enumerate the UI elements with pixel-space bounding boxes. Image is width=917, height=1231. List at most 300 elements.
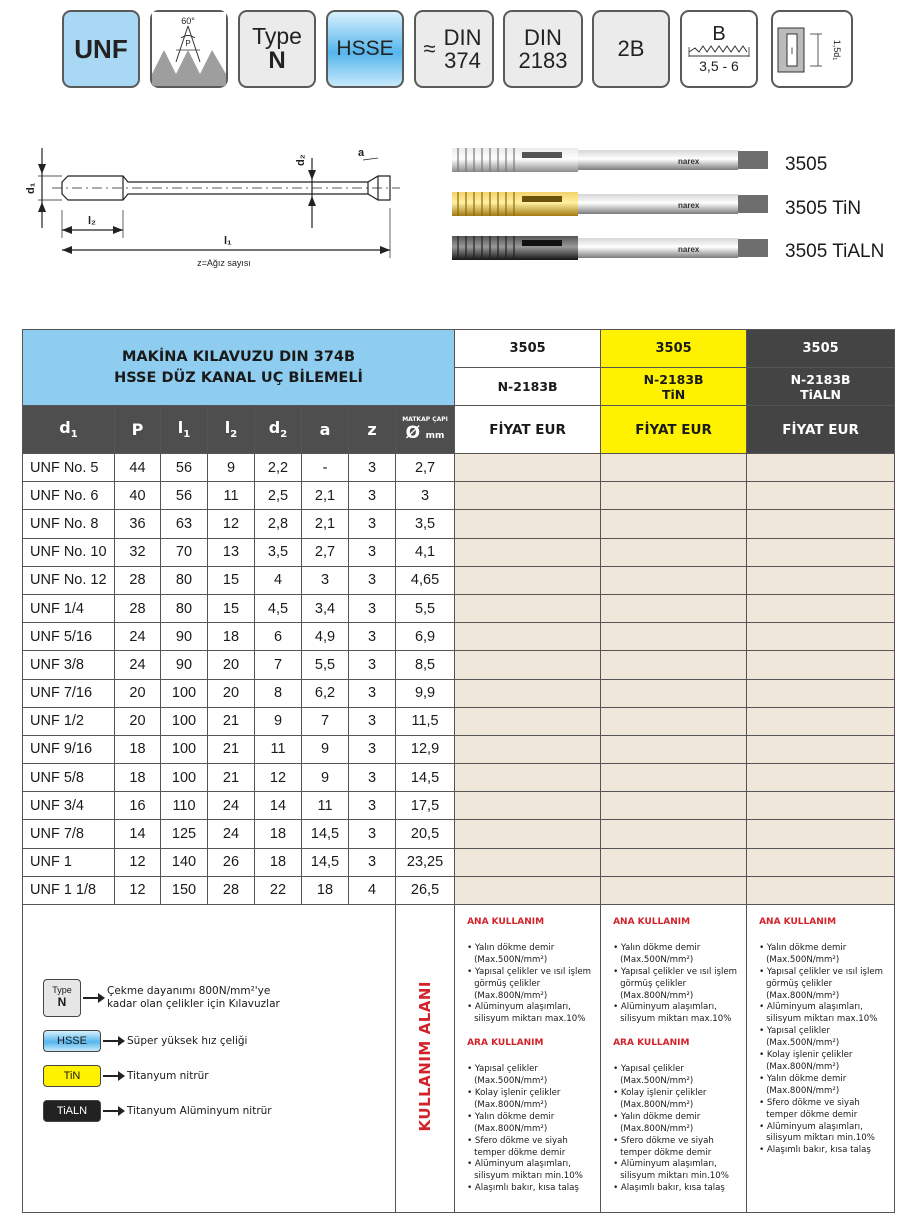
cell-pitch: 24 <box>115 623 161 651</box>
cell-drill: 4,65 <box>396 566 455 594</box>
brand-label-1: narex <box>678 157 700 166</box>
cell-pitch: 44 <box>115 454 161 482</box>
price-cell-3505 <box>455 792 601 820</box>
thread-pitch-text: P <box>185 39 191 48</box>
cell-pitch: 28 <box>115 566 161 594</box>
product-code-3505: 3505 <box>455 330 601 368</box>
price-cell-tin <box>601 594 747 622</box>
price-cell-tialn <box>747 594 895 622</box>
price-cell-3505 <box>455 482 601 510</box>
price-cell-3505 <box>455 651 601 679</box>
arrow-right-icon <box>83 993 105 1003</box>
usage-item: • Sfero dökme ve siyah temper dökme demir <box>613 1136 742 1160</box>
price-cell-3505 <box>455 848 601 876</box>
table-row <box>23 651 895 679</box>
legend-tin-text: Titanyum nitrür <box>127 1069 209 1082</box>
cell-pitch: 32 <box>115 538 161 566</box>
cell-l1: 125 <box>161 820 208 848</box>
usage-secondary-title: ARA KULLANIM <box>613 1038 690 1049</box>
cell-d2: 7 <box>255 651 302 679</box>
usage-item: • Alüminyum alaşımları, silisyum miktarı max.10% <box>613 1002 742 1026</box>
cell-l2: 9 <box>208 454 255 482</box>
legend-type <box>43 979 403 1017</box>
badge-unf <box>62 10 140 88</box>
usage-item: • Alaşımlı bakır, kısa talaş <box>467 1183 596 1195</box>
usage-item: • Kolay işlenir çelikler (Max.800N/mm²) <box>467 1088 596 1112</box>
cell-z: 3 <box>349 764 396 792</box>
depth-symbol-text: l <box>791 46 793 56</box>
price-cell-3505 <box>455 735 601 763</box>
price-cell-tialn <box>747 876 895 904</box>
cell-drill: 23,25 <box>396 848 455 876</box>
usage-primary-list <box>613 943 742 1026</box>
usage-item: • Alüminyum alaşımları, silisyum miktarı max.10% <box>759 1002 890 1026</box>
cell-d2: 8 <box>255 679 302 707</box>
cell-l1: 63 <box>161 510 208 538</box>
cell-size: UNF No. 5 <box>23 454 115 482</box>
table-title <box>23 330 455 406</box>
cell-a: 2,7 <box>302 538 349 566</box>
table-row <box>23 707 895 735</box>
cell-d2: 2,5 <box>255 482 302 510</box>
cell-z: 3 <box>349 594 396 622</box>
table-row <box>23 623 895 651</box>
cell-size: UNF 1/2 <box>23 707 115 735</box>
product-sub-tialn-line1: N-2183B <box>790 371 851 387</box>
legend-tialn <box>43 1100 403 1122</box>
cell-drill: 4,1 <box>396 538 455 566</box>
table-row <box>23 848 895 876</box>
badge-din2183-line2: 2183 <box>518 48 568 73</box>
cell-size: UNF 9/16 <box>23 735 115 763</box>
legend-tialn-box: TiALN <box>43 1100 101 1122</box>
cell-z: 3 <box>349 566 396 594</box>
cell-drill: 20,5 <box>396 820 455 848</box>
tap-technical-drawing <box>25 138 408 278</box>
table-row <box>23 538 895 566</box>
cell-pitch: 18 <box>115 764 161 792</box>
cell-size: UNF No. 8 <box>23 510 115 538</box>
cell-l2: 24 <box>208 792 255 820</box>
col-header-l1 <box>161 406 208 454</box>
cell-size: UNF 1/4 <box>23 594 115 622</box>
cell-a: 3 <box>302 566 349 594</box>
usage-item: • Yapısal çelikler (Max.500N/mm²) <box>613 1064 742 1088</box>
cell-z: 3 <box>349 510 396 538</box>
cell-d2: 4,5 <box>255 594 302 622</box>
cell-z: 3 <box>349 651 396 679</box>
legend-tin-box: TiN <box>43 1065 101 1087</box>
cell-l1: 150 <box>161 876 208 904</box>
feature-badges <box>62 10 878 88</box>
usage-col-tialn <box>747 905 895 1213</box>
chamfer-form-label: B <box>712 23 726 45</box>
price-cell-tin <box>601 482 747 510</box>
cell-pitch: 16 <box>115 792 161 820</box>
table-row <box>23 820 895 848</box>
badge-din2183-line1: DIN <box>524 24 562 50</box>
usage-item: • Kolay işlenir çelikler (Max.800N/mm²) <box>759 1050 890 1074</box>
price-cell-3505 <box>455 538 601 566</box>
cell-pitch: 20 <box>115 679 161 707</box>
col-l1-sub: 1 <box>183 429 191 441</box>
usage-item: • Yapısal çelikler ve ısıl işlem görmüş çelikler (Max.800N/mm²) <box>467 967 596 1003</box>
price-cell-3505 <box>455 510 601 538</box>
drawing-l2-label: l₂ <box>88 215 96 227</box>
cell-a: 14,5 <box>302 820 349 848</box>
col-header-pitch <box>115 406 161 454</box>
badge-type-value: N <box>268 47 286 75</box>
cell-pitch: 28 <box>115 594 161 622</box>
product-sub-3505 <box>455 368 601 406</box>
cell-size: UNF 7/8 <box>23 820 115 848</box>
cell-drill: 3,5 <box>396 510 455 538</box>
arrow-right-icon <box>103 1106 125 1116</box>
brand-label-3: narex <box>678 245 700 254</box>
tap-image-1 <box>452 148 768 172</box>
price-cell-tialn <box>747 510 895 538</box>
thread-profile-icon <box>152 12 226 86</box>
drawing-l1-label: l₁ <box>224 235 232 247</box>
thread-angle-text: 60° <box>181 16 195 26</box>
cell-l2: 12 <box>208 510 255 538</box>
price-cell-3505 <box>455 707 601 735</box>
usage-item: • Yalın dökme demir (Max.800N/mm²) <box>759 1074 890 1098</box>
usage-item: • Yapısal çelikler (Max.500N/mm²) <box>759 1026 890 1050</box>
tool-label-1: 3505 <box>785 154 828 175</box>
badge-chamfer <box>680 10 758 88</box>
price-cell-3505 <box>455 764 601 792</box>
price-cell-tin <box>601 538 747 566</box>
cell-drill: 11,5 <box>396 707 455 735</box>
legend-hsse-text: Süper yüksek hız çeliği <box>127 1034 248 1047</box>
approx-icon: ≈ <box>423 36 436 62</box>
cell-l1: 100 <box>161 735 208 763</box>
usage-secondary-list <box>467 1064 596 1195</box>
cell-a: 7 <box>302 707 349 735</box>
depth-text: 1,5d₁ <box>832 39 842 61</box>
price-cell-tin <box>601 820 747 848</box>
price-cell-tin <box>601 510 747 538</box>
price-cell-tialn <box>747 482 895 510</box>
price-cell-tin <box>601 848 747 876</box>
cell-drill: 14,5 <box>396 764 455 792</box>
cell-l1: 70 <box>161 538 208 566</box>
arrow-right-icon <box>103 1036 125 1046</box>
table-row <box>23 764 895 792</box>
badge-hsse <box>326 10 404 88</box>
price-cell-3505 <box>455 679 601 707</box>
cell-size: UNF 1 <box>23 848 115 876</box>
price-cell-tialn <box>747 707 895 735</box>
cell-z: 3 <box>349 623 396 651</box>
usage-item: • Kolay işlenir çelikler (Max.800N/mm²) <box>613 1088 742 1112</box>
legend-type-value: N <box>57 995 67 1010</box>
cell-l1: 140 <box>161 848 208 876</box>
badge-din2183 <box>503 10 583 88</box>
price-cell-tin <box>601 651 747 679</box>
cell-l2: 20 <box>208 651 255 679</box>
table-row <box>23 510 895 538</box>
usage-item: • Yalın dökme demir (Max.800N/mm²) <box>613 1112 742 1136</box>
usage-primary-title: ANA KULLANIM <box>613 917 691 927</box>
usage-secondary-title: ARA KULLANIM <box>467 1038 544 1049</box>
col-d2-main: d <box>268 418 281 438</box>
cell-d2: 12 <box>255 764 302 792</box>
cell-l1: 90 <box>161 651 208 679</box>
cell-l2: 15 <box>208 594 255 622</box>
legend-type-text: Çekme dayanımı 800N/mm²'ye kadar olan çelikler için Kılavuzlar <box>107 985 280 1010</box>
price-cell-3505 <box>455 566 601 594</box>
drawing-d2-label: d₂ <box>295 154 307 166</box>
cell-d2: 22 <box>255 876 302 904</box>
cell-d2: 2,2 <box>255 454 302 482</box>
cell-d2: 6 <box>255 623 302 651</box>
cell-z: 3 <box>349 679 396 707</box>
cell-a: 11 <box>302 792 349 820</box>
cell-z: 3 <box>349 735 396 763</box>
cell-d2: 14 <box>255 792 302 820</box>
usage-col-tin <box>601 905 747 1213</box>
product-table <box>22 329 895 1213</box>
cell-l1: 100 <box>161 764 208 792</box>
cell-l1: 90 <box>161 623 208 651</box>
cell-l2: 13 <box>208 538 255 566</box>
badge-type-label: Type <box>252 23 302 50</box>
cell-l2: 21 <box>208 735 255 763</box>
usage-primary-list <box>467 943 596 1026</box>
cell-a: 6,2 <box>302 679 349 707</box>
brand-label-2: narex <box>678 201 700 210</box>
badge-thread-depth <box>771 10 853 88</box>
table-row <box>23 566 895 594</box>
usage-item: • Alüminyum alaşımları, silisyum miktarı min.10% <box>467 1159 596 1183</box>
col-l2-main: l <box>224 418 231 438</box>
price-cell-3505 <box>455 820 601 848</box>
price-cell-3505 <box>455 876 601 904</box>
col-d1-main: d <box>59 418 71 438</box>
usage-primary-title: ANA KULLANIM <box>467 917 545 927</box>
cell-a: 5,5 <box>302 651 349 679</box>
col-header-d1 <box>23 406 115 454</box>
cell-l2: 21 <box>208 707 255 735</box>
cell-d2: 11 <box>255 735 302 763</box>
thread-depth-icon <box>774 14 850 84</box>
col-header-drill <box>396 406 455 454</box>
cell-z: 4 <box>349 876 396 904</box>
price-cell-tin <box>601 679 747 707</box>
cell-l2: 18 <box>208 623 255 651</box>
usage-item: • Yalın dökme demir (Max.500N/mm²) <box>613 943 742 967</box>
legend-hsse-box: HSSE <box>43 1030 101 1052</box>
table-row <box>23 482 895 510</box>
cell-drill: 3 <box>396 482 455 510</box>
cell-l2: 21 <box>208 764 255 792</box>
usage-item: • Alaşımlı bakır, kısa talaş <box>613 1183 742 1195</box>
product-code-3505-tin: 3505 <box>601 330 747 368</box>
product-sub-tialn-line2: TiALN <box>800 386 842 402</box>
col-l1-main: l <box>177 418 184 438</box>
table-row <box>23 454 895 482</box>
drawing-a-label: a <box>358 147 365 159</box>
legend-hsse <box>43 1030 403 1052</box>
table-row <box>23 792 895 820</box>
cell-z: 3 <box>349 792 396 820</box>
price-cell-tialn <box>747 735 895 763</box>
cell-a: 2,1 <box>302 482 349 510</box>
cell-d2: 2,8 <box>255 510 302 538</box>
col-d1-sub: 1 <box>70 429 78 441</box>
table-row <box>23 876 895 904</box>
badge-unf-label: UNF <box>74 33 128 64</box>
badge-din374-label: DIN 374 <box>443 24 482 73</box>
price-cell-tialn <box>747 792 895 820</box>
cell-pitch: 40 <box>115 482 161 510</box>
price-header-tialn: FİYAT EUR <box>747 406 895 454</box>
price-cell-tin <box>601 735 747 763</box>
cell-l2: 20 <box>208 679 255 707</box>
cell-size: UNF 3/4 <box>23 792 115 820</box>
drill-header-unit: mm <box>425 431 445 441</box>
price-cell-tialn <box>747 848 895 876</box>
cell-l1: 100 <box>161 679 208 707</box>
cell-drill: 12,9 <box>396 735 455 763</box>
usage-item: • Sfero dökme ve siyah temper dökme demir <box>759 1098 890 1122</box>
usage-primary-list <box>759 943 890 1157</box>
tap-image-2 <box>452 192 768 216</box>
cell-l2: 11 <box>208 482 255 510</box>
product-sub-tin-line2: TiN <box>661 386 686 402</box>
badge-din374 <box>414 10 494 88</box>
price-cell-tin <box>601 623 747 651</box>
usage-area-header <box>396 905 455 1213</box>
col-header-l2 <box>208 406 255 454</box>
cell-drill: 26,5 <box>396 876 455 904</box>
cell-z: 3 <box>349 454 396 482</box>
cell-d2: 4 <box>255 566 302 594</box>
col-z-main: z <box>367 420 377 439</box>
cell-z: 3 <box>349 707 396 735</box>
table-title-line1: MAKİNA KILAVUZU DIN 374B <box>122 348 356 365</box>
legend-type-box <box>43 979 81 1017</box>
product-sub-3505-tialn <box>747 368 895 406</box>
price-cell-3505 <box>455 623 601 651</box>
price-cell-tin <box>601 764 747 792</box>
cell-a: - <box>302 454 349 482</box>
price-header-tin: FİYAT EUR <box>601 406 747 454</box>
price-cell-tialn <box>747 454 895 482</box>
cell-d2: 18 <box>255 848 302 876</box>
legend-area <box>23 905 396 1213</box>
chamfer-thread-icon <box>687 44 751 58</box>
usage-item: • Alüminyum alaşımları, silisyum miktarı min.10% <box>759 1122 890 1146</box>
chamfer-range-label: 3,5 - 6 <box>699 58 739 74</box>
cell-size: UNF No. 10 <box>23 538 115 566</box>
usage-item: • Alüminyum alaşımları, silisyum miktarı max.10% <box>467 1002 596 1026</box>
usage-item: • Alüminyum alaşımları, silisyum miktarı min.10% <box>613 1159 742 1183</box>
cell-drill: 8,5 <box>396 651 455 679</box>
table-row <box>23 679 895 707</box>
cell-d2: 18 <box>255 820 302 848</box>
cell-z: 3 <box>349 482 396 510</box>
price-cell-tialn <box>747 651 895 679</box>
price-cell-3505 <box>455 454 601 482</box>
cell-a: 9 <box>302 764 349 792</box>
col-header-a <box>302 406 349 454</box>
usage-item: • Yalın dökme demir (Max.500N/mm²) <box>467 943 596 967</box>
cell-drill: 9,9 <box>396 679 455 707</box>
cell-pitch: 14 <box>115 820 161 848</box>
usage-item: • Alaşımlı bakır, kısa talaş <box>759 1145 890 1157</box>
cell-a: 14,5 <box>302 848 349 876</box>
arrow-right-icon <box>103 1071 125 1081</box>
cell-drill: 17,5 <box>396 792 455 820</box>
cell-l1: 80 <box>161 566 208 594</box>
usage-secondary-list <box>613 1064 742 1195</box>
product-sub-3505-tin <box>601 368 747 406</box>
tap-product-images <box>452 142 772 270</box>
price-cell-tin <box>601 454 747 482</box>
legend-tin <box>43 1065 403 1087</box>
col-header-d2 <box>255 406 302 454</box>
badge-type <box>238 10 316 88</box>
badge-thread-profile <box>150 10 228 88</box>
table-title-line2: HSSE DÜZ KANAL UÇ BİLEMELİ <box>114 369 363 386</box>
cell-drill: 5,5 <box>396 594 455 622</box>
cell-l1: 56 <box>161 482 208 510</box>
price-cell-tin <box>601 707 747 735</box>
tool-label-2: 3505 TiN <box>785 198 862 219</box>
cell-l2: 26 <box>208 848 255 876</box>
cell-z: 3 <box>349 538 396 566</box>
cell-a: 18 <box>302 876 349 904</box>
usage-col-3505 <box>455 905 601 1213</box>
cell-l1: 80 <box>161 594 208 622</box>
price-cell-3505 <box>455 594 601 622</box>
cell-pitch: 24 <box>115 651 161 679</box>
price-cell-tialn <box>747 820 895 848</box>
usage-area-label: KULLANIM ALANI <box>416 981 435 1132</box>
usage-primary-title: ANA KULLANIM <box>759 917 837 927</box>
tool-label-3: 3505 TiALN <box>785 241 885 262</box>
product-code-3505-tialn: 3505 <box>747 330 895 368</box>
diameter-icon: Ø <box>405 423 421 443</box>
col-p-main: P <box>131 420 144 439</box>
cell-pitch: 20 <box>115 707 161 735</box>
price-cell-tialn <box>747 566 895 594</box>
product-sub-tin-line1: N-2183B <box>643 371 704 387</box>
legend-type-label: Type <box>52 985 72 996</box>
cell-pitch: 12 <box>115 876 161 904</box>
cell-size: UNF 5/16 <box>23 623 115 651</box>
usage-item: • Yapısal çelikler ve ısıl işlem görmüş çelikler (Max.800N/mm²) <box>759 967 890 1003</box>
col-l2-sub: 2 <box>230 429 238 441</box>
legend-tialn-text: Titanyum Alüminyum nitrür <box>127 1104 272 1117</box>
table-row <box>23 735 895 763</box>
cell-l2: 15 <box>208 566 255 594</box>
cell-pitch: 18 <box>115 735 161 763</box>
col-d2-sub: 2 <box>280 429 288 441</box>
table-row <box>23 594 895 622</box>
badge-hsse-label: HSSE <box>336 37 394 60</box>
cell-a: 4,9 <box>302 623 349 651</box>
cell-size: UNF 3/8 <box>23 651 115 679</box>
cell-pitch: 36 <box>115 510 161 538</box>
cell-l2: 28 <box>208 876 255 904</box>
cell-a: 9 <box>302 735 349 763</box>
cell-size: UNF 7/16 <box>23 679 115 707</box>
badge-class-label: 2B <box>617 36 645 61</box>
